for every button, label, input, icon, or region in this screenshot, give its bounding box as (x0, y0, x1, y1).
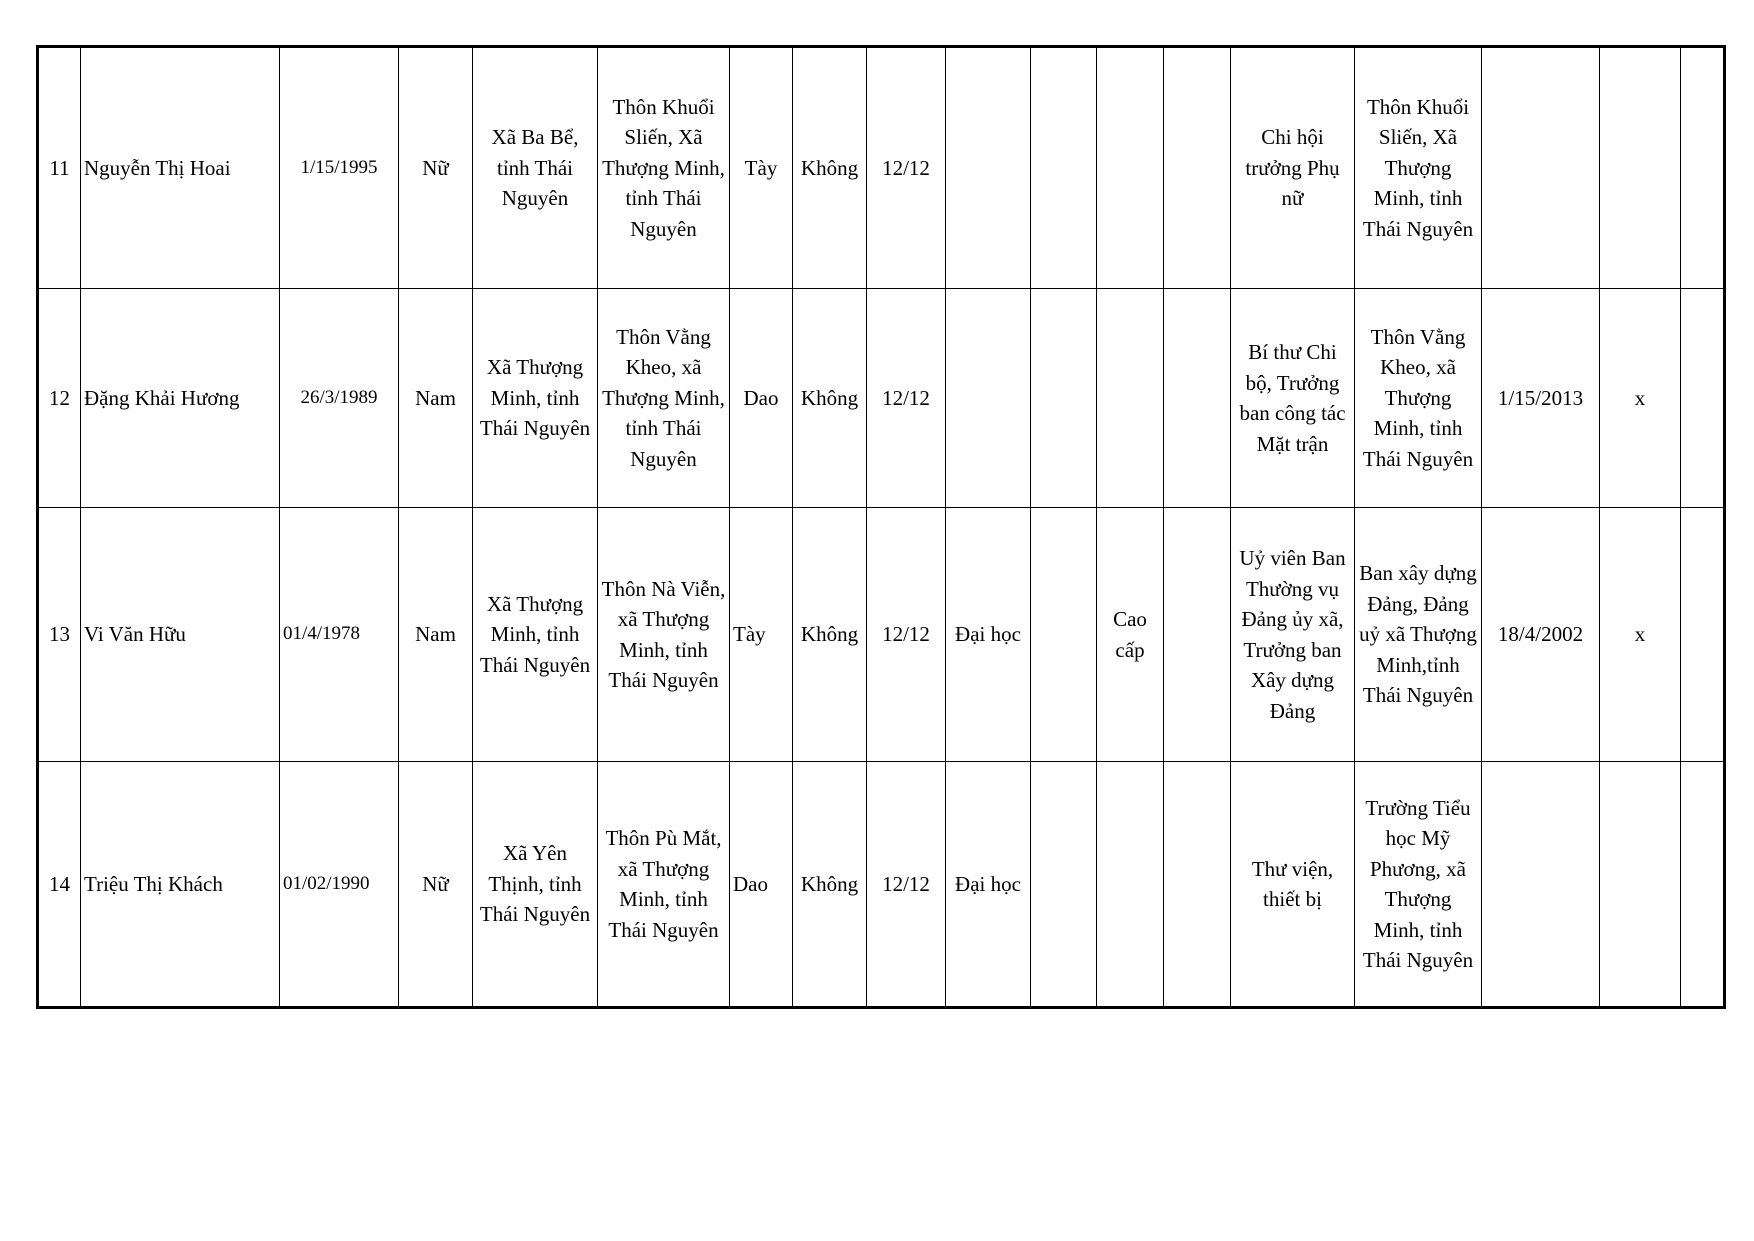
residence: Thôn Vằng Kheo, xã Thượng Minh, tỉnh Thái Nguyên (598, 289, 730, 508)
residence: Thôn Khuổi Sliến, Xã Thượng Minh, tỉnh Thái Nguyên (598, 47, 730, 289)
political-theory (1097, 47, 1164, 289)
workplace: Trường Tiểu học Mỹ Phương, xã Thượng Minh, tỉnh Thái Nguyên (1355, 762, 1482, 1008)
row-number: 11 (38, 47, 81, 289)
row-number: 12 (38, 289, 81, 508)
row-number: 14 (38, 762, 81, 1008)
mark (1600, 47, 1681, 289)
date-of-birth: 01/02/1990 (280, 762, 399, 1008)
empty-cell (1164, 508, 1231, 762)
date-of-birth: 01/4/1978 (280, 508, 399, 762)
empty-cell (1164, 289, 1231, 508)
ethnicity: Tày (730, 47, 793, 289)
date-of-birth: 1/15/1995 (280, 47, 399, 289)
table-row (38, 762, 1725, 1008)
religion: Không (793, 508, 867, 762)
religion: Không (793, 762, 867, 1008)
table-row (38, 289, 1725, 508)
empty-cell (1164, 762, 1231, 1008)
position: Bí thư Chi bộ, Trưởng ban công tác Mặt trận (1231, 289, 1355, 508)
political-theory (1097, 762, 1164, 1008)
position: Chi hội trưởng Phụ nữ (1231, 47, 1355, 289)
empty-cell (1681, 47, 1725, 289)
residence: Thôn Pù Mắt, xã Thượng Minh, tỉnh Thái Nguyên (598, 762, 730, 1008)
empty-cell (1031, 47, 1097, 289)
workplace: Thôn Khuổi Sliến, Xã Thượng Minh, tỉnh Thái Nguyên (1355, 47, 1482, 289)
professional-level (946, 289, 1031, 508)
party-join-date (1482, 47, 1600, 289)
general-education: 12/12 (867, 508, 946, 762)
party-join-date: 18/4/2002 (1482, 508, 1600, 762)
professional-level: Đại học (946, 508, 1031, 762)
hometown: Xã Ba Bể, tỉnh Thái Nguyên (473, 47, 598, 289)
workplace: Thôn Vằng Kheo, xã Thượng Minh, tỉnh Thái Nguyên (1355, 289, 1482, 508)
gender: Nam (399, 508, 473, 762)
empty-cell (1031, 289, 1097, 508)
ethnicity: Tày (730, 508, 793, 762)
workplace: Ban xây dựng Đảng, Đảng uỷ xã Thượng Minh,tỉnh Thái Nguyên (1355, 508, 1482, 762)
general-education: 12/12 (867, 47, 946, 289)
ethnicity: Dao (730, 762, 793, 1008)
religion: Không (793, 289, 867, 508)
party-join-date (1482, 762, 1600, 1008)
hometown: Xã Thượng Minh, tỉnh Thái Nguyên (473, 289, 598, 508)
empty-cell (1681, 762, 1725, 1008)
full-name: Đặng Khải Hương (81, 289, 280, 508)
gender: Nam (399, 289, 473, 508)
row-number: 13 (38, 508, 81, 762)
empty-cell (1164, 47, 1231, 289)
position: Uỷ viên Ban Thường vụ Đảng ủy xã, Trưởng ban Xây dựng Đảng (1231, 508, 1355, 762)
table-row (38, 47, 1725, 289)
party-join-date: 1/15/2013 (1482, 289, 1600, 508)
date-of-birth: 26/3/1989 (280, 289, 399, 508)
professional-level: Đại học (946, 762, 1031, 1008)
gender: Nữ (399, 762, 473, 1008)
gender: Nữ (399, 47, 473, 289)
political-theory (1097, 289, 1164, 508)
ethnicity: Dao (730, 289, 793, 508)
general-education: 12/12 (867, 289, 946, 508)
empty-cell (1031, 508, 1097, 762)
hometown: Xã Yên Thịnh, tỉnh Thái Nguyên (473, 762, 598, 1008)
empty-cell (1031, 762, 1097, 1008)
general-education: 12/12 (867, 762, 946, 1008)
empty-cell (1681, 289, 1725, 508)
political-theory: Cao cấp (1097, 508, 1164, 762)
professional-level (946, 47, 1031, 289)
religion: Không (793, 47, 867, 289)
table-row (38, 508, 1725, 762)
mark (1600, 762, 1681, 1008)
candidate-table (36, 45, 1726, 1009)
hometown: Xã Thượng Minh, tỉnh Thái Nguyên (473, 508, 598, 762)
mark: x (1600, 508, 1681, 762)
mark: x (1600, 289, 1681, 508)
full-name: Vi Văn Hữu (81, 508, 280, 762)
full-name: Triệu Thị Khách (81, 762, 280, 1008)
residence: Thôn Nà Viễn, xã Thượng Minh, tỉnh Thái Nguyên (598, 508, 730, 762)
empty-cell (1681, 508, 1725, 762)
position: Thư viện, thiết bị (1231, 762, 1355, 1008)
full-name: Nguyễn Thị Hoai (81, 47, 280, 289)
